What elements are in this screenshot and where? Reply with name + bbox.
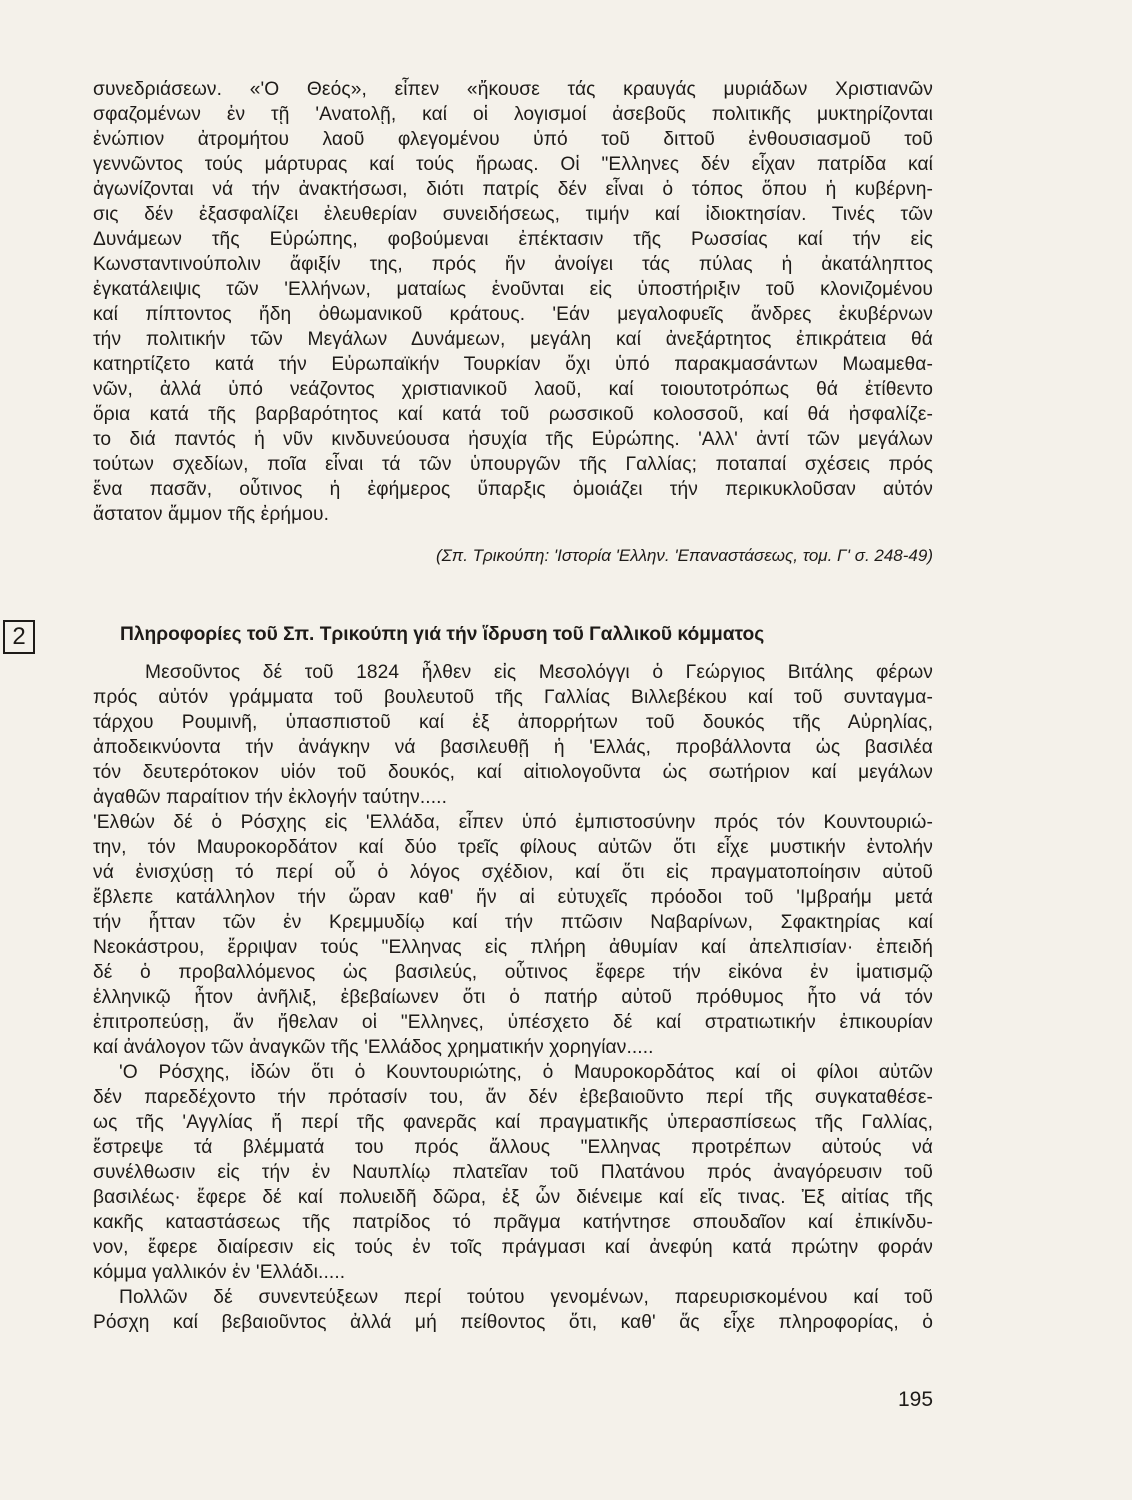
text-line: Μεσοῦντος δέ τοῦ 1824 ἦλθεν εἰς Μεσολόγγι ὁ Γεώργιος Βιτάλης φέρων: [145, 662, 933, 683]
text-line: δέν παρεδέχοντο τήν πρότασίν του, ἄν δέν ἐβεβαιοῦντο περί τῆς συγκαταθέσε-: [93, 1087, 933, 1108]
section-number-box: 2: [3, 620, 35, 654]
text-line: 'Ελθών δέ ὁ Ρόσχης εἰς 'Ελλάδα, εἶπεν ὑπό ἐμπιστοσύνην πρός τόν Κουντουριώ-: [93, 812, 933, 833]
text-line: ἔστρεψε τά βλέμματά του πρός ἄλλους "Ελληνας προτρέπων αὐτούς νά: [93, 1137, 933, 1158]
text-line: ἔβλεπε κατάλληλον τήν ὥραν καθ' ἥν αἱ εὐτυχεῖς πρόοδοι τοῦ 'Ιμβραήμ μετά: [93, 887, 933, 908]
text-line: ἀποδεικνύοντα τήν ἀνάγκην νά βασιλευθῇ ἡ 'Ελλάς, προβάλλοντα ὡς βασιλέα: [93, 737, 933, 758]
text-line: σις δέν ἐξασφαλίζει ἐλευθερίαν συνειδήσεως, τιμήν καί ἰδιοκτησίαν. Τινές τῶν: [93, 204, 933, 225]
text-line: νῶν, ἀλλά ὑπό νεάζοντος χριστιανικοῦ λαοῦ, καί τοιουτοτρόπως θά ἐτίθεντο: [93, 379, 933, 400]
text-line: Ρόσχη καί βεβαιοῦντος ἀλλά μή πείθοντος ὅτι, καθ' ἅς εἶχε πληροφορίας, ὁ: [93, 1312, 933, 1333]
text-line: τήν πολιτικήν τῶν Μεγάλων Δυνάμεων, μεγάλη καί ἀνεξάρτητος ἐπικράτεια θά: [93, 329, 933, 350]
text-line: τούτων σχεδίων, ποῖα εἶναι τά τῶν ὑπουργῶν τῆς Γαλλίας; ποταπαί σχέσεις πρός: [93, 454, 933, 475]
text-line: ἐνώπιον ἀτρομήτου λαοῦ φλεγομένου ὑπό τοῦ διττοῦ ἐνθουσιασμοῦ τοῦ: [93, 129, 933, 150]
text-line: ἕνα πασᾶν, οὗτινος ἡ ἐφήμερος ὕπαρξις ὁμοιάζει τήν περικυκλοῦσαν αὐτόν: [93, 479, 933, 500]
text-line: τόν δευτερότοκον υἱόν τοῦ δουκός, καί αἰτιολογοῦντα ὡς σωτήριον καί μεγάλων: [93, 762, 933, 783]
text-line: κατηρτίζετο κατά τήν Εὐρωπαϊκήν Τουρκίαν ὄχι ὑπό παρακμασάντων Μωαμεθα-: [93, 354, 933, 375]
text-line: ἄστατον ἄμμον τῆς ἐρήμου.: [93, 504, 330, 525]
text-line: Κωνσταντινούπολιν ἄφιξίν της, πρός ἥν ἀνοίγει τάς πύλας ἡ ἀκατάληπτος: [93, 254, 933, 275]
quoted-paragraph: [93, 77, 933, 527]
section-body: [93, 660, 933, 1335]
text-line: Πολλῶν δέ συνεντεύξεων περί τούτου γενομένων, παρευρισκομένου καί τοῦ: [119, 1287, 933, 1308]
text-line: κόμμα γαλλικόν ἐν 'Ελλάδι.....: [93, 1262, 346, 1283]
text-line: δέ ὁ προβαλλόμενος ὡς βασιλεύς, οὗτινος ἔφερε τήν εἰκόνα ἐν ἱματισμῷ: [93, 962, 933, 983]
text-line: καί πίπτοντος ἤδη ὀθωμανικοῦ κράτους. 'Εάν μεγαλοφυεῖς ἄνδρες ἐκυβέρνων: [93, 304, 933, 325]
text-line: ἐγκατάλειψις τῶν 'Ελλήνων, ματαίως ἑνοῦνται εἰς ὑποστήριξιν τοῦ κλονιζομένου: [93, 279, 933, 300]
text-line: βασιλέως· ἔφερε δέ καί πολυειδῆ δῶρα, ἐξ ὧν διένειμε καί εἴς τινας. Ἐξ αἰτίας τῆς: [93, 1187, 933, 1208]
source-citation: (Σπ. Τρικούπη: 'Ιστορία 'Ελλην. 'Επαναστάσεως, τομ. Γ' σ. 248-49): [435, 546, 933, 565]
text-line: νον, ἔφερε διαίρεσιν εἰς τούς ἐν τοῖς πράγμασι καί ἀνεφύη κατά πρώτην φοράν: [93, 1237, 933, 1258]
text-line: συνεδριάσεων. «'Ο Θεός», εἶπεν «ἤκουσε τάς κραυγάς μυριάδων Χριστιανῶν: [93, 79, 933, 100]
text-line: Δυνάμεων τῆς Εὐρώπης, φοβούμεναι ἐπέκτασιν τῆς Ρωσσίας καί τήν εἰς: [93, 229, 933, 250]
text-line: νά ἐνισχύσῃ τό περί οὗ ὁ λόγος σχέδιον, καί ὅτι εἰς πραγματοποίησιν αὐτοῦ: [93, 862, 933, 883]
text-line: ἀγωνίζονται νά τήν ἀνακτήσωσι, διότι πατρίς δέν εἶναι ὁ τόπος ὅπου ἡ κυβέρνη-: [93, 179, 933, 200]
text-line: ως τῆς 'Αγγλίας ἤ περί τῆς φανερᾶς καί πραγματικῆς ὑπερασπίσεως τῆς Γαλλίας,: [93, 1112, 933, 1133]
text-line: ἀγαθῶν παραίτιον τήν ἐκλογήν ταύτην.....: [93, 787, 448, 808]
text-line: καί ἀνάλογον τῶν ἀναγκῶν τῆς 'Ελλάδος χρηματικήν χορηγίαν.....: [93, 1037, 654, 1058]
text-line: ὅρια κατά τῆς βαρβαρότητος καί κατά τοῦ ρωσσικοῦ κολοσσοῦ, καί θά ἠσφαλίζε-: [93, 404, 933, 425]
text-line: σφαζομένων ἐν τῇ 'Ανατολῇ, καί οἱ λογισμοί ἀσεβοῦς πολιτικῆς μυκτηρίζονται: [93, 104, 933, 125]
text-line: το διά παντός ἡ νῦν κινδυνεύουσα ἡσυχία τῆς Εὐρώπης. 'Αλλ' ἀντί τῶν μεγάλων: [93, 429, 933, 450]
text-line: συνέλθωσιν εἰς τήν ἐν Ναυπλίῳ πλατεῖαν τοῦ Πλατάνου πρός ἀναγόρευσιν τοῦ: [93, 1162, 933, 1183]
text-line: Νεοκάστρου, ἔρριψαν τούς "Ελληνας εἰς πλήρη ἀθυμίαν καί ἀπελπισίαν· ἐπειδή: [93, 937, 933, 958]
page-number: 195: [898, 1388, 934, 1411]
text-line: 'Ο Ρόσχης, ἰδών ὅτι ὁ Κουντουριώτης, ὁ Μαυροκορδάτος καί οἱ φίλοι αὐτῶν: [119, 1062, 933, 1083]
text-line: τήν ἧτταν τῶν ἐν Κρεμμυδίῳ καί τήν πτῶσιν Ναβαρίνων, Σφακτηρίας καί: [93, 912, 933, 933]
text-line: τάρχου Ρουμινῆ, ὑπασπιστοῦ καί ἐξ ἀπορρήτων τοῦ δουκός τῆς Αὐρηλίας,: [93, 712, 933, 733]
text-line: πρός αὐτόν γράμματα τοῦ βουλευτοῦ τῆς Γαλλίας Βιλλεβέκου καί τοῦ συνταγμα-: [93, 687, 933, 708]
text-line: ἐπιτροπεύσῃ, ἄν ἤθελαν οἱ "Ελληνες, ὑπέσχετο δέ καί στρατιωτικήν ἐπικουρίαν: [93, 1012, 933, 1033]
section-title: Πληροφορίες τοῦ Σπ. Τρικούπη γιά τήν ἵδρυση τοῦ Γαλλικοῦ κόμματος: [120, 624, 765, 645]
text-line: ἑλληνικῷ ἦτον ἀνῆλιξ, ἐβεβαίωνεν ὅτι ὁ πατήρ αὐτοῦ πρόθυμος ἦτο νά τόν: [93, 987, 933, 1008]
text-line: γεννῶντος τούς μάρτυρας καί τούς ἥρωας. Οἱ "Ελληνες δέν εἶχαν πατρίδα καί: [93, 154, 933, 175]
text-line: την, τόν Μαυροκορδάτον καί δύο τρεῖς φίλους αὐτῶν ὅτι εἶχε μυστικήν ἐντολήν: [93, 837, 933, 858]
text-line: κακῆς καταστάσεως τῆς πατρίδος τό πρᾶγμα κατήντησε σπουδαῖον καί ἐπικίνδυ-: [93, 1212, 933, 1233]
